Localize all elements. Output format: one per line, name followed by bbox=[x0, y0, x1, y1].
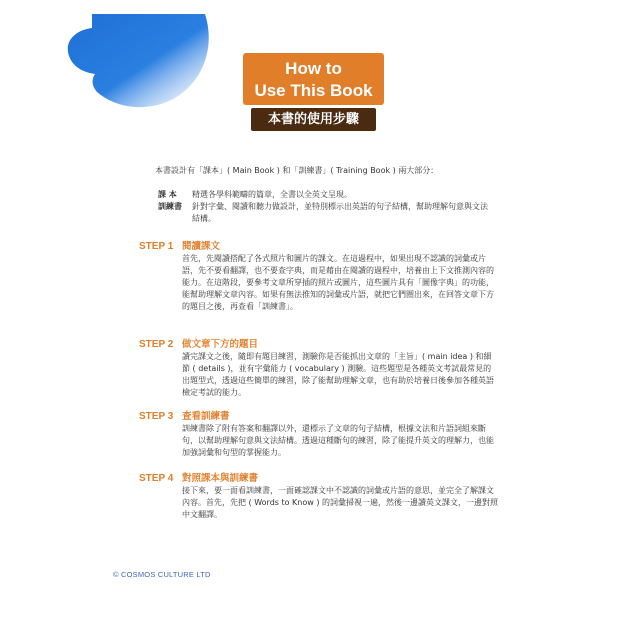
part-description: 針對字彙、閱讀和聽力做設計，並特別標示出英語的句子結構，幫助理解句意與文法結構。 bbox=[192, 202, 488, 223]
step-label: STEP 1 bbox=[139, 241, 174, 252]
step-label: STEP 4 bbox=[139, 473, 174, 484]
step-1 bbox=[139, 238, 499, 313]
decorative-blue-blob bbox=[0, 0, 230, 140]
step-title: 對照課本與訓練書 bbox=[182, 473, 259, 484]
step-title: 閱讀課文 bbox=[182, 241, 221, 252]
step-label: STEP 3 bbox=[139, 411, 174, 422]
title-line-2: Use This Book bbox=[254, 81, 373, 100]
part-item-main-book bbox=[158, 189, 488, 201]
title-line-1: How to bbox=[285, 59, 342, 78]
step-label: STEP 2 bbox=[139, 339, 174, 350]
step-body: 訓練書除了附有答案和翻譯以外，還標示了文章的句子結構，根據文法和片語詞組來斷句，以幫助理解句意與文法結構。透過這種斷句的練習，除了能提升英文的理解力，也能加強詞彙和句型的掌握能力。 bbox=[182, 424, 494, 457]
page-subtitle: 本書的使用步驟 bbox=[251, 108, 376, 131]
part-item-training-book bbox=[158, 201, 488, 225]
step-body: 首先，先閱讀搭配了各式照片和圖片的課文。在這過程中，如果出現不認識的詞彙或片語，先不要看翻譯，也不要查字典，而是藉由在閱讀的過程中，培養由上下文推測內容的能力。在這階段，要參考文章所穿插的照片或圖片，這些圖片具有「圖像字典」的功能，能幫助理解文章內容。如果有無法推知的詞彙或片語，就把它們圈出來，在回答文章下方的題目之後，再查看「訓練書」。 bbox=[182, 254, 494, 311]
intro-text: 本書設計有「課本」( Main Book ) 和「訓練書」( Training Book ) 兩大部分： bbox=[155, 166, 439, 175]
step-4 bbox=[139, 470, 499, 521]
copyright-footer: © COSMOS CULTURE LTD bbox=[113, 570, 211, 579]
step-title: 查看訓練書 bbox=[182, 411, 230, 422]
part-term: 訓練書 bbox=[158, 202, 182, 211]
step-title: 做文章下方的題目 bbox=[182, 339, 259, 350]
step-2 bbox=[139, 336, 499, 399]
step-body: 接下來，要一面看訓練書，一面確認課文中不認識的詞彙或片語的意思，並完全了解課文內容。首先，先把 ( Words to Know ) 的詞彙掃視一遍，然後一邊讀英文課文，一邊對照中文翻譯。 bbox=[182, 486, 499, 519]
part-term: 課 本 bbox=[158, 190, 177, 199]
step-3 bbox=[139, 408, 499, 459]
part-description: 精選各學科範疇的篇章，全書以全英文呈現。 bbox=[192, 190, 352, 199]
book-parts-list bbox=[158, 189, 488, 225]
step-body: 讀完課文之後，隨即有題目練習，測驗你是否能抓出文章的「主旨」( main idea ) 和細節 ( details )，並有字彙能力 ( vocabulary ) 測驗。這些題型是各種英文考試最常見的出題型式，透過這些簡單的練習，除了能幫助理解文章，也有助於培養日後參加各種英語檢定考試的能力。 bbox=[182, 352, 494, 397]
page-title bbox=[243, 53, 384, 105]
